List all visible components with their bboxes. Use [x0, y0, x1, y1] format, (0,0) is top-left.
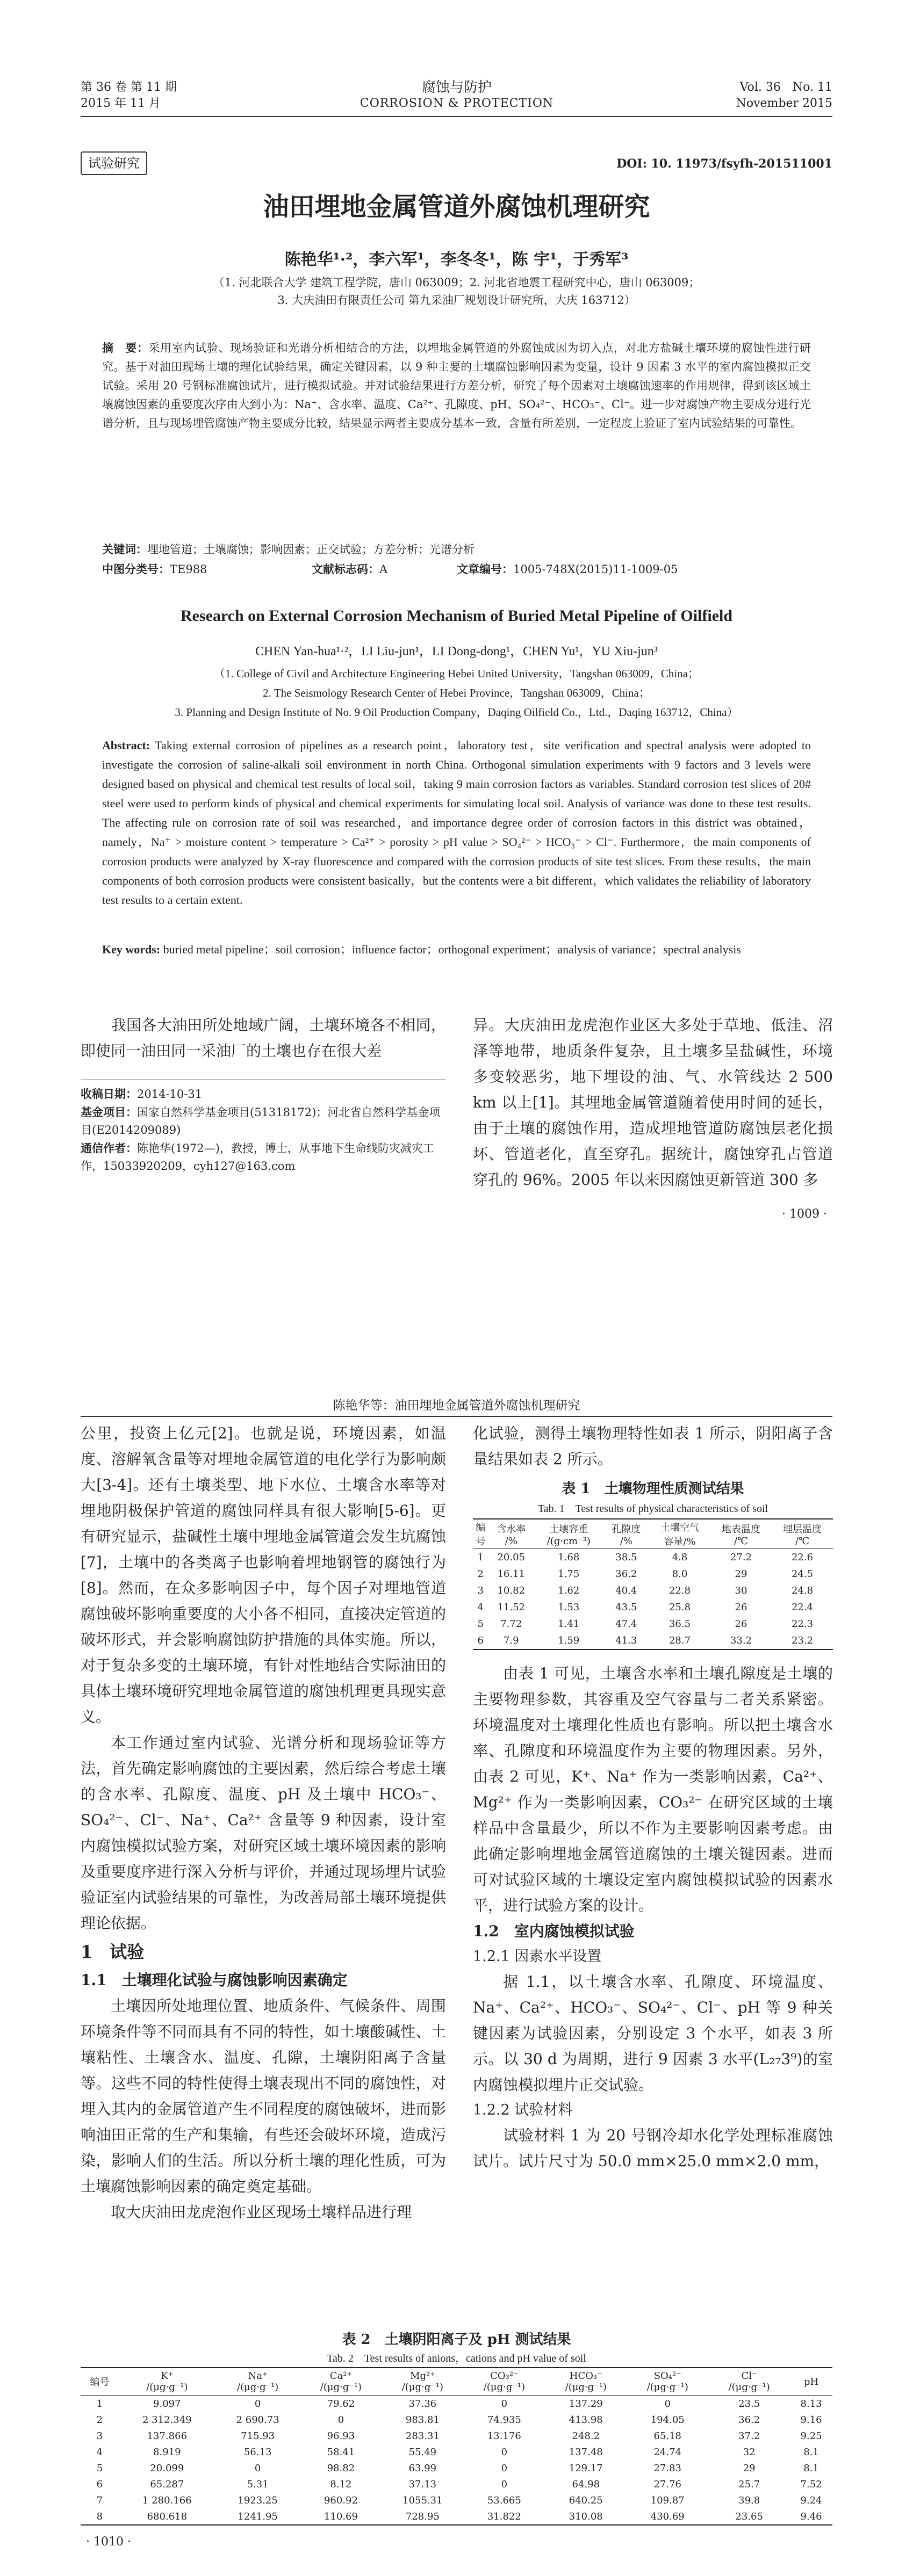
- table2-cell: 3: [96, 2430, 103, 2442]
- table2-cell: 430.69: [650, 2510, 685, 2522]
- table2-cell: 98.82: [327, 2462, 355, 2474]
- table1-cell: 38.5: [615, 1552, 637, 1563]
- table2-header-cell: SO₄²⁻ /(μg·g⁻¹): [646, 2370, 688, 2393]
- table2-cell: 6: [96, 2478, 103, 2490]
- abstract-en: Abstract: Taking external corrosion of pipelines as a research point，laboratory test，site verification and spectral analysis were adopted to investigate the corrosion of saline-alkali soil environment in north China. Orthogonal simulation experiments with 9 factors and 3 levels were designed based on physical and chemical test results of local soil，taking 9 main corrosion factors as variables. Standard corrosion test slices of 20# steel were used to perform kinds of physical and chemical experiments for simulating local soil. Analysis of variance was done to these test results. The affecting rule on corrosion rate of soil was researched，and importance degree order of corrosion factors in this district was obtained，namely，Na⁺ > moisture content > temperature > Ca²⁺ > porosity > pH value > SO₄²⁻ > HCO₃⁻ > Cl⁻. Furthermore，the main components of corrosion products were analyzed by X-ray fluorescence and compared with the corrosion products of site test slices. From these results，the main components of both corrosion products were consistent basically，but the contents were a bit different，which validates the reliability of laboratory test results to a certain extent.: [102, 739, 811, 907]
- table2-cell: 8.1: [803, 2446, 819, 2458]
- table1-cell: 1: [477, 1552, 484, 1563]
- table1-header-cell: 含水率 /%: [497, 1523, 526, 1547]
- authors-en: CHEN Yan-hua¹·²，LI Liu-jun¹，LI Dong-dong¹，CHEN Yu¹，YU Xiu-jun³: [255, 645, 658, 659]
- table2-cell: 37.2: [738, 2430, 760, 2442]
- table-row: [473, 1566, 833, 1582]
- affiliations-cn: （1. 河北联合大学 建筑工程学院，唐山 063009；2. 河北省地震工程研究中心，唐山 063009； 3. 大庆油田有限责任公司 第九采油厂规划设计研究所，大庆 163712）: [213, 276, 700, 307]
- table2-cell: 29: [743, 2462, 756, 2474]
- subsection-heading-1-1: 1.1 土壤理化试验与腐蚀影响因素确定: [81, 1971, 348, 1989]
- table1-header-cell: 土壤空气 容量/%: [660, 1522, 700, 1547]
- footnote-received: 收稿日期：2014-10-31: [81, 1087, 203, 1101]
- table1-cell: 33.2: [730, 1635, 752, 1646]
- table2-cell: 680.618: [147, 2510, 188, 2522]
- table2-cell: 5: [96, 2462, 103, 2474]
- table1-cell: 7.72: [500, 1618, 522, 1630]
- journal-name-header: 腐蚀与防护 CORROSION & PROTECTION: [360, 79, 554, 110]
- table2-header-cell: CO₃²⁻ /(μg·g⁻¹): [483, 2370, 525, 2393]
- table2-cell: 8.919: [153, 2446, 181, 2458]
- table1-cell: 23.2: [791, 1635, 814, 1646]
- subsection-heading-1-2-1: 1.2.1 因素水平设置: [473, 1948, 602, 1965]
- table2-cell: 715.93: [241, 2430, 275, 2442]
- table2-cell: 13.176: [487, 2430, 521, 2442]
- table2-cell: 2 312.349: [142, 2414, 192, 2426]
- intro-left-column: 我国各大油田所处地域广阔，土壤环境各不相同，即使同一油田同一采油厂的土壤也存在很大差: [81, 1016, 446, 1060]
- table2-cell: 25.7: [738, 2478, 760, 2490]
- table2-cell: 32: [743, 2446, 756, 2458]
- subsection-heading-1-2-2: 1.2.2 试验材料: [473, 2102, 573, 2118]
- table1-header-cell: 地表温度 /℃: [722, 1523, 760, 1547]
- table2-title-cn: 表 2 土壤阴阳离子及 pH 测试结果: [342, 2332, 571, 2348]
- table2-cell: 8.1: [803, 2462, 819, 2474]
- doi: DOI: 10. 11973/fsyfh-201511001: [616, 157, 832, 171]
- table1-cell: 3: [477, 1585, 484, 1596]
- table2-title-en: Tab. 2 Test results of anions，cations and pH value of soil: [327, 2353, 586, 2364]
- table2-cell: 65.287: [150, 2478, 184, 2490]
- table2-cell: 194.05: [650, 2414, 685, 2426]
- para-sampling: 取大庆油田龙虎泡作业区现场土壤样品进行理: [111, 2203, 412, 2221]
- table2-header-cell: 编号: [90, 2377, 110, 2388]
- table2-header-cell: K⁺ /(μg·g⁻¹): [146, 2370, 188, 2393]
- table2-cell: 110.69: [323, 2510, 358, 2522]
- title-cn: 油田埋地金属管道外腐蚀机理研究: [263, 192, 650, 222]
- table2-cell: 640.25: [569, 2494, 603, 2506]
- table2-cell: 9.24: [800, 2494, 822, 2506]
- table1-cell: 22.6: [791, 1552, 814, 1563]
- table1-cell: 40.4: [615, 1585, 637, 1596]
- table1-cell: 41.3: [615, 1635, 637, 1646]
- table2-cell: 39.8: [738, 2494, 760, 2506]
- table1-cell: 22.3: [791, 1618, 814, 1630]
- para-work-overview: 本工作通过室内试验、光谱分析和现场验证等方法，首先确定影响腐蚀的主要因素，然后综合考虑土壤的含水率、孔隙度、温度、pH 及土壤中 HCO₃⁻、SO₄²⁻、Cl⁻、Na⁺、Ca²⁺ 含量等 9 种因素，设计室内腐蚀模拟试验方案，对研究区域土壤环境因素的影响及重要度序进行深入分析与评价，并通过现场埋片试验验证室内试验结果的可靠性，为改善局部土壤环境提供理论依据。: [81, 1734, 446, 1932]
- table2-cell: 24.74: [653, 2446, 681, 2458]
- right-column: [473, 1421, 833, 2174]
- table1-header-cell: 编 号: [476, 1522, 486, 1547]
- table1-cell: 29: [735, 1568, 747, 1580]
- table-row: [81, 2508, 832, 2525]
- subsection-heading-1-2: 1.2 室内腐蚀模拟试验: [473, 1922, 635, 1940]
- keywords-en: Key words: buried metal pipeline；soil corrosion；influence factor；orthogonal experiment；analysis of variance；spectral analysis: [102, 943, 741, 956]
- table2-cell: 7.52: [800, 2478, 822, 2490]
- table2-cell: 7: [96, 2494, 103, 2506]
- table1-cell: 10.82: [497, 1585, 525, 1596]
- table2-cell: 5.31: [247, 2478, 269, 2490]
- table1-cell: 8.0: [672, 1568, 688, 1580]
- table-row: [81, 2444, 832, 2460]
- authors-cn: 陈艳华¹·²，李六军¹，李冬冬¹，陈 宇¹，于秀军³: [284, 250, 629, 269]
- table1-cell: 4.8: [672, 1552, 688, 1563]
- journal-volume-header: 第 36 卷 第 11 期 2015 年 11 月: [81, 81, 177, 110]
- table2-cell: 0: [254, 2462, 261, 2474]
- affiliations-en: （1. College of Civil and Architecture Engineering Hebei United University，Tangshan 063009，China； 2. The Seismology Research Center of Hebei Province，Tangshan 063009，China； 3. Planning and Design Institute of No. 9 Oil Production Company，Daqing Oilfield Co.，Ltd.，Daqing 163712，China）: [175, 667, 738, 719]
- title-en: Research on External Corrosion Mechanism of Buried Metal Pipeline of Oilfield: [180, 607, 733, 625]
- page-number-1010: · 1010 ·: [86, 2535, 131, 2549]
- table2-cell: 9.097: [153, 2398, 181, 2409]
- page-number-1009: · 1009 ·: [782, 1207, 827, 1221]
- table1-cell: 2: [477, 1568, 484, 1580]
- table2-cell: 36.2: [738, 2414, 760, 2426]
- table1-cell: 30: [735, 1585, 747, 1596]
- table2-cell: 1055.31: [402, 2494, 443, 2506]
- table2-cell: 27.83: [653, 2462, 681, 2474]
- footnote-fund: 基金项目：国家自然科学基金项目(51318172)；河北省自然科学基金项目(E2014209089): [81, 1105, 441, 1137]
- table1-header-cell: 埋层温度 /℃: [782, 1523, 822, 1547]
- table1-cell: 28.7: [668, 1635, 691, 1646]
- table2-cell: 64.98: [572, 2478, 600, 2490]
- table1-cell: 27.2: [730, 1552, 752, 1563]
- table1-cell: 1.53: [558, 1602, 580, 1613]
- table-row: [473, 1599, 833, 1616]
- table1-cell: 1.68: [558, 1552, 580, 1563]
- table2-cell: 23.65: [735, 2510, 763, 2522]
- table1-title-cn: 表 1 土壤物理性质测试结果: [562, 1481, 744, 1497]
- table2-cell: 0: [254, 2398, 261, 2409]
- intro-right-column: 异。大庆油田龙虎泡作业区大多处于草地、低洼、沼泽等地带，地质条件复杂，且土壤多呈盐碱性，环境多变较恶劣，地下埋设的油、气、水管线达 2 500 km 以上[1]。其埋地金属管道随着使用时间的延长，由于土壤的腐蚀作用，造成埋地管道防腐蚀层老化损坏、管道老化，直至穿孔。据统计，腐蚀穿孔占管道穿孔的 96%。2005 年以来因腐蚀更新管道 300 多: [473, 1016, 833, 1189]
- table2-cell: 63.99: [408, 2462, 437, 2474]
- table-row: [81, 2396, 832, 2412]
- table1-cell: 36.5: [668, 1618, 691, 1630]
- table2-cell: 137.48: [569, 2446, 603, 2458]
- footnote-author: 通信作者：陈艳华(1972—)，教授，博士，从事地下生命线防灾减灾工作，15033920209，cyh127@163.com: [81, 1141, 434, 1173]
- table-row: [473, 1582, 833, 1599]
- para-table1-analysis: 由表 1 可见，土壤含水率和土壤孔隙度是土壤的主要物理参数，其容重及空气容量与二者关系紧密。环境温度对土壤理化性质也有影响。所以把土壤含水率、孔隙度和环境温度作为主要的物理因素。另外，由表 2 可见，K⁺、Na⁺ 作为一类影响因素，Ca²⁺、Mg²⁺ 作为一类影响因素，CO₃²⁻ 在研究区域的土壤样品中含量最少，所以不作为主要影响因素考虑。由此确定影响埋地金属管道腐蚀的土壤关键因素。进而可对试验区域的土壤设定室内腐蚀模拟试验的因素水平，进行试验方案的设计。: [473, 1665, 833, 1914]
- table2-cell: 129.17: [569, 2462, 603, 2474]
- table-2-block: [81, 2328, 832, 2526]
- table1-cell: 22.8: [668, 1585, 691, 1596]
- table1-cell: 43.5: [615, 1602, 637, 1613]
- footnotes: [81, 1085, 446, 1175]
- table1-cell: 11.52: [497, 1602, 525, 1613]
- para-intro-continued: 公里，投资上亿元[2]。也就是说，环境因素，如温度、溶解氧含量等对埋地金属管道的电化学行为影响颇大[3-4]。还有土壤类型、地下水位、土壤含水率等对埋地阴极保护管道的腐蚀同样具有很大影响[5-6]。更有研究显示，盐碱性土壤中埋地金属管道会发生坑腐蚀[7]，土壤中的各类离子也影响着埋地钢管的腐蚀行为[8]。然而，在众多影响因子中，每个因子对埋地管道腐蚀破坏影响重要度的大小各不相同，直接决定管道的破坏形式，并会影响腐蚀防护措施的具体实施。所以，对于复杂多变的土壤环境，有针对性地结合实际油田的具体土壤环境研究埋地金属管道的腐蚀机理更具现实意义。: [81, 1424, 446, 1726]
- table2-cell: 9.46: [800, 2510, 822, 2522]
- para-factor-levels: 据 1.1，以土壤含水率、孔隙度、环境温度、Na⁺、Ca²⁺、HCO₃⁻、SO₄²⁻、Cl⁻、pH 等 9 种关键因素为试验因素，分别设定 3 个水平，如表 3 所示。以 30 d 为周期，进行 9 因素 3 水平(L₂₇3⁹)的室内腐蚀模拟埋片正交试验。: [473, 1973, 833, 2094]
- table1-cell: 1.75: [558, 1568, 580, 1580]
- table2-cell: 0: [501, 2478, 508, 2490]
- table-2-ions-ph: [81, 2367, 832, 2526]
- table2-cell: 20.099: [150, 2462, 184, 2474]
- table2-header-cell: Na⁺ /(μg·g⁻¹): [237, 2370, 279, 2393]
- table1-title-en: Tab. 1 Test results of physical characteristics of soil: [537, 1503, 768, 1515]
- table1-cell: 24.8: [791, 1585, 814, 1596]
- table2-cell: 27.76: [653, 2478, 681, 2490]
- table2-header-cell: HCO₃⁻ /(μg·g⁻¹): [565, 2370, 607, 2393]
- table2-header-cell: pH: [803, 2376, 819, 2387]
- table-1-physical-properties: [473, 1518, 833, 1650]
- table1-cell: 26: [735, 1618, 747, 1630]
- table1-cell: 22.4: [791, 1602, 814, 1613]
- table1-cell: 5: [477, 1618, 484, 1630]
- table-row: [81, 2428, 832, 2444]
- table2-cell: 0: [501, 2398, 508, 2409]
- table1-cell: 20.05: [497, 1552, 525, 1563]
- table2-cell: 74.935: [487, 2414, 521, 2426]
- table1-header-cell: 土壤容重 /(g·cm⁻³): [547, 1523, 591, 1547]
- table1-header-cell: 孔隙度 /%: [612, 1523, 641, 1547]
- running-head-rule: [81, 1416, 832, 1417]
- table-row: [473, 1616, 833, 1632]
- table2-cell: 23.5: [738, 2398, 760, 2409]
- table2-cell: 137.29: [569, 2398, 603, 2409]
- table2-cell: 31.822: [487, 2510, 521, 2522]
- table2-cell: 310.08: [569, 2510, 603, 2522]
- journal-issue-header-en: Vol. 36 No. 11 November 2015: [736, 81, 832, 110]
- table1-cell: 1.62: [558, 1585, 580, 1596]
- table2-cell: 0: [501, 2462, 508, 2474]
- table1-cell: 36.2: [615, 1568, 637, 1580]
- para-soil-properties: 土壤因所处地理位置、地质条件、气候条件、周围环境条件等不同而具有不同的特性，如土壤酸碱性、土壤粘性、土壤含水、温度、孔隙，土壤阴阳离子含量等。这些不同的特性使得土壤表现出不同的腐蚀性，对埋入其内的金属管道产生不同程度的腐蚀破坏，进而影响油田正常的生产和集输，有些还会破坏环境，造成污染，影响人们的生活。所以分析土壤的理化性质，可为土壤腐蚀影响因素的确定奠定基础。: [81, 1997, 446, 2195]
- table1-cell: 7.9: [503, 1635, 519, 1646]
- left-column: [81, 1421, 446, 2225]
- table2-cell: 137.866: [147, 2430, 188, 2442]
- table2-cell: 8: [96, 2510, 103, 2522]
- table1-cell: 6: [477, 1635, 484, 1646]
- table2-cell: 0: [337, 2414, 344, 2426]
- classification-line: 中图分类号：TE988: [102, 562, 207, 576]
- table2-cell: 248.2: [572, 2430, 600, 2442]
- table2-cell: 2: [96, 2414, 103, 2426]
- table-row: [81, 2476, 832, 2492]
- table2-cell: 55.49: [408, 2446, 437, 2458]
- table2-header-cell: Ca²⁺ /(μg·g⁻¹): [320, 2370, 362, 2393]
- para-table-intro: 化试验，测得土壤物理特性如表 1 所示，阴阳离子含量结果如表 2 所示。: [473, 1424, 833, 1468]
- header-rule: [81, 116, 832, 117]
- table2-cell: 58.41: [327, 2446, 355, 2458]
- table2-cell: 0: [501, 2446, 508, 2458]
- table2-cell: 8.13: [800, 2398, 822, 2409]
- table2-cell: 109.87: [650, 2494, 685, 2506]
- table2-cell: 79.62: [327, 2398, 355, 2409]
- table2-cell: 37.13: [408, 2478, 437, 2490]
- table1-cell: 1.41: [558, 1618, 580, 1630]
- section-badge: 试验研究: [81, 151, 147, 175]
- table2-header-cell: Cl⁻ /(μg·g⁻¹): [728, 2370, 770, 2393]
- running-head: 陈艳华等：油田埋地金属管道外腐蚀机理研究: [333, 1399, 580, 1413]
- table2-cell: 65.18: [653, 2430, 681, 2442]
- table2-cell: 983.81: [405, 2414, 440, 2426]
- table2-cell: 1: [96, 2398, 103, 2409]
- table2-cell: 1923.25: [238, 2494, 278, 2506]
- table2-cell: 960.92: [323, 2494, 358, 2506]
- table-row: [473, 1549, 833, 1566]
- table2-cell: 413.98: [569, 2414, 603, 2426]
- table2-cell: 9.25: [800, 2430, 822, 2442]
- table2-cell: 0: [664, 2398, 671, 2409]
- table-row: [81, 2492, 832, 2508]
- table1-cell: 24.5: [791, 1568, 814, 1580]
- table2-cell: 37.36: [408, 2398, 437, 2409]
- table2-header-cell: Mg²⁺ /(μg·g⁻¹): [401, 2370, 444, 2393]
- table2-cell: 53.665: [487, 2494, 521, 2506]
- table2-cell: 96.93: [327, 2430, 355, 2442]
- keywords-cn: 关键词：埋地管道；土壤腐蚀；影响因素；正交试验；方差分析；光谱分析: [102, 542, 475, 556]
- table-row: [81, 2460, 832, 2476]
- table1-cell: 26: [735, 1602, 747, 1613]
- table2-cell: 1 280.166: [142, 2494, 192, 2506]
- table2-cell: 1241.95: [238, 2510, 278, 2522]
- table1-cell: 16.11: [497, 1568, 525, 1580]
- table-row: [81, 2412, 832, 2428]
- table2-cell: 728.95: [405, 2510, 440, 2522]
- table1-cell: 4: [477, 1602, 484, 1613]
- table1-cell: 1.59: [558, 1635, 580, 1646]
- abstract-cn: 摘 要：采用室内试验、现场验证和光谱分析相结合的方法，以埋地金属管道的外腐蚀成因为切入点，对北方盐碱土壤环境的腐蚀性进行研究。基于对油田现场土壤的理化试验结果，确定关键因素，以 9 种主要的土壤腐蚀影响因素为变量，设计 9 因素 3 水平的室内腐蚀模拟正交试验。采用 20 号钢标准腐蚀试片，进行模拟试验。并对试验结果进行方差分析，研究了每个因素对土壤腐蚀速率的作用规律，得到该区域土壤腐蚀因素的重要度次序由大到小为：Na⁺、含水率、温度、Ca²⁺、孔隙度、pH、SO₄²⁻、HCO₃⁻、Cl⁻。进一步对腐蚀产物主要成分进行光谱分析，且与现场埋管腐蚀产物主要成分比较，结果显示两者主要成分基本一致，含量有所差别，一定程度上验证了室内试验结果的可靠性。: [102, 341, 811, 430]
- table1-cell: 47.4: [615, 1618, 637, 1630]
- table2-cell: 8.12: [330, 2478, 352, 2490]
- table2-cell: 9.16: [800, 2414, 822, 2426]
- section-heading-1: 1 试验: [81, 1942, 145, 1962]
- table1-cell: 25.8: [668, 1602, 691, 1613]
- table2-cell: 4: [96, 2446, 103, 2458]
- table-row: [473, 1632, 833, 1649]
- table2-cell: 283.31: [405, 2430, 440, 2442]
- table2-cell: 56.13: [243, 2446, 272, 2458]
- table2-cell: 2 690.73: [236, 2414, 279, 2426]
- para-test-materials: 试验材料 1 为 20 号钢冷却水化学处理标准腐蚀试片。试片尺寸为 50.0 mm×25.0 mm×2.0 mm，: [473, 2126, 833, 2170]
